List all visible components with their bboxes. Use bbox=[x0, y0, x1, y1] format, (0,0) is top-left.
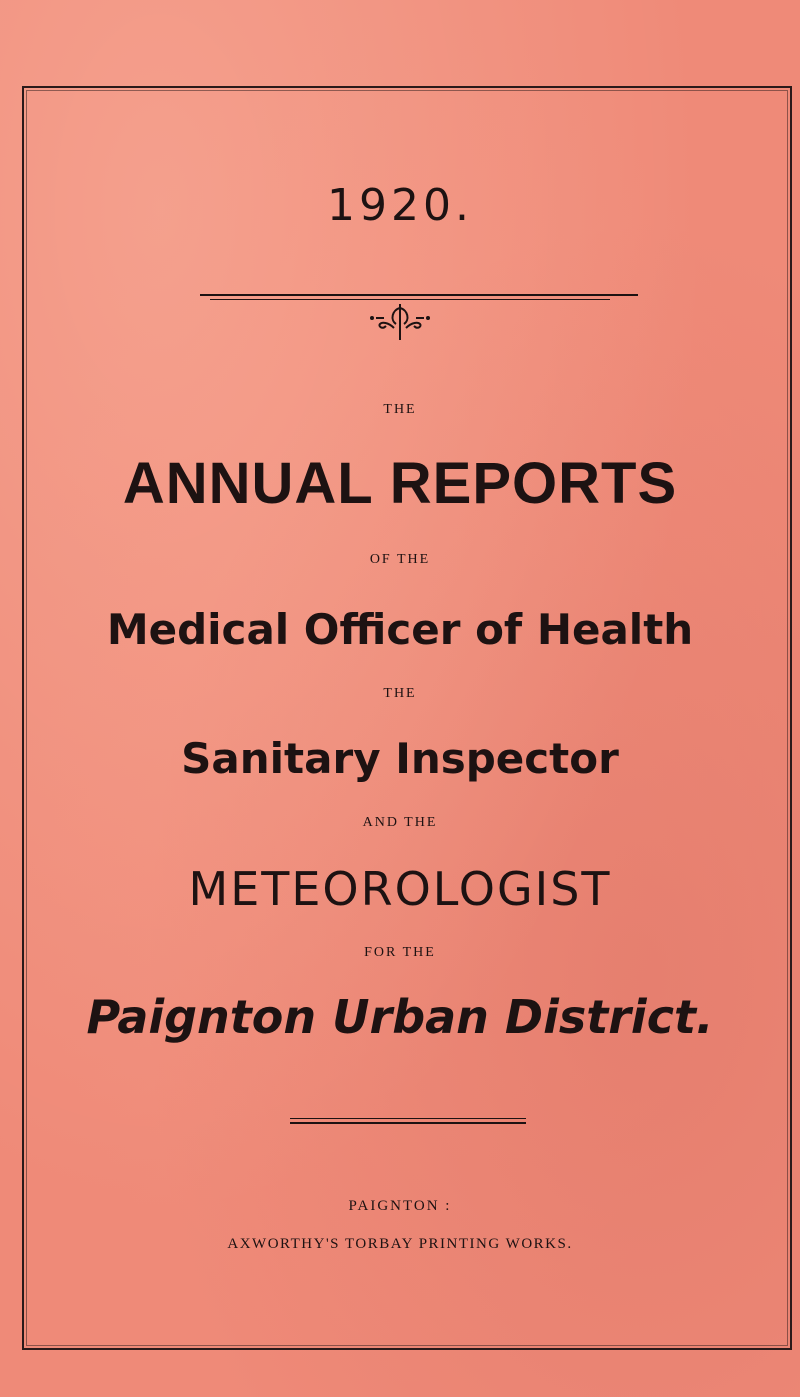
place-line: PAIGNTON : bbox=[348, 1198, 452, 1214]
page-border-inner bbox=[26, 90, 788, 1346]
the-label-2: THE bbox=[383, 686, 417, 701]
fleuron-ornament-icon bbox=[364, 300, 436, 346]
meteorologist-heading: METEOROLOGIST bbox=[188, 862, 612, 916]
the-label-1: THE bbox=[383, 402, 417, 417]
top-rule bbox=[200, 294, 638, 296]
for-the-label: FOR THE bbox=[364, 945, 436, 960]
bottom-rule-thin bbox=[290, 1118, 526, 1119]
report-title: ANNUAL REPORTS bbox=[122, 451, 678, 516]
bottom-rule bbox=[290, 1122, 526, 1124]
printer-line: AXWORTHY'S TORBAY PRINTING WORKS. bbox=[227, 1236, 573, 1252]
of-the-label: OF THE bbox=[369, 552, 431, 567]
district-heading: Paignton Urban District. bbox=[86, 990, 714, 1044]
year-heading: 1920. bbox=[327, 180, 473, 231]
and-the-label: AND THE bbox=[362, 815, 438, 830]
medical-officer-heading: Medical Officer of Health bbox=[106, 605, 694, 654]
sanitary-inspector-heading: Sanitary Inspector bbox=[181, 734, 619, 783]
